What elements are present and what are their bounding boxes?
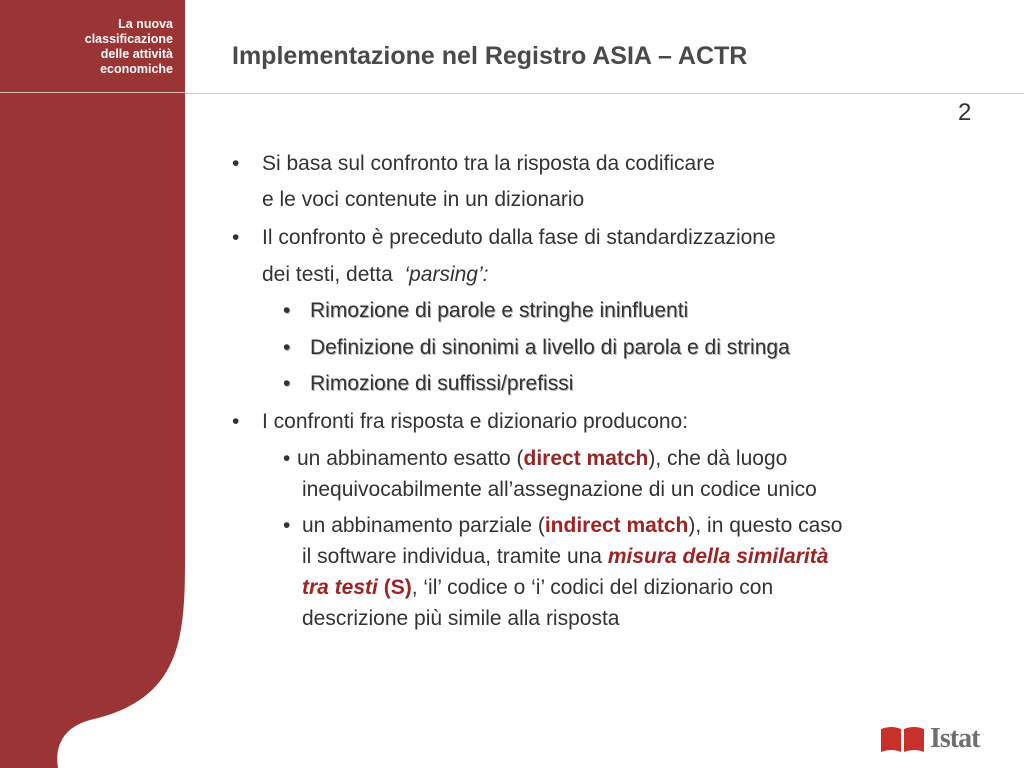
indirect-match-line-3-text: , ‘il’ codice o ‘i’ codici del dizionario con [411, 576, 774, 599]
slide-number: 2 [958, 99, 972, 126]
sub-item-1: Rimozione di parole e stringhe ininfluenti [310, 299, 689, 322]
similarity-measure-term: misura della similarità [607, 545, 829, 568]
direct-match-line-2: inequivocabilmente all’assegnazione di un codice unico [302, 478, 817, 501]
indirect-match-pre: un abbinamento parziale ( [302, 514, 545, 537]
sidebar-title-line: economiche [100, 62, 173, 76]
bullet-2-line-1: Il confronto è preceduto dalla fase di standardizzazione [262, 226, 776, 249]
bullet-1-line-1: Si basa sul confronto tra la risposta da codificare [262, 152, 715, 175]
indirect-match-line-1 [302, 514, 842, 538]
direct-match-pre: un abbinamento esatto ( [297, 447, 524, 470]
sub-bullet-glyph: • [283, 372, 291, 395]
bullet-3-line-1: I confronti fra risposta e dizionario producono: [262, 410, 689, 433]
bullet-2-line-2-text: dei testi, detta [262, 263, 393, 286]
indirect-match-term: indirect match [544, 514, 689, 537]
sub-bullet-glyph: • [283, 514, 291, 537]
indirect-match-line-4: descrizione più simile alla risposta [302, 607, 620, 630]
indirect-match-line-3 [302, 576, 773, 600]
sidebar-title-line: delle attività [100, 47, 173, 61]
sub-bullet-glyph: • [283, 336, 291, 359]
bullet-glyph: • [232, 410, 240, 433]
sub-bullet-glyph: • [283, 447, 291, 470]
sub-item-2: Definizione di sinonimi a livello di parola e di stringa [310, 336, 790, 359]
text-similarity-term: tra testi [302, 576, 378, 599]
parsing-term: ‘parsing’: [404, 263, 489, 286]
indirect-match-line-2 [302, 545, 828, 569]
indirect-match-post: ), in questo caso [688, 514, 843, 537]
bullet-2-line-2 [262, 263, 488, 287]
bullet-glyph: • [232, 152, 240, 175]
direct-match-post: ), che dà luogo [648, 447, 788, 470]
bullet-glyph: • [232, 226, 240, 249]
slide-title: Implementazione nel Registro ASIA – ACTR [232, 42, 748, 70]
direct-match-line-1 [297, 447, 787, 471]
sidebar-title-line: La nuova [118, 17, 173, 31]
bullet-1-line-2: e le voci contenute in un dizionario [262, 188, 585, 211]
istat-logo-icon [880, 725, 926, 753]
sub-item-3: Rimozione di suffissi/prefissi [310, 372, 574, 395]
istat-logo [880, 722, 980, 756]
direct-match-term: direct match [523, 447, 649, 470]
indirect-match-line-2-text: il software individua, tramite una [302, 545, 608, 568]
similarity-symbol: (S) [383, 576, 412, 599]
istat-logo-text: Istat [930, 723, 980, 754]
sub-bullet-glyph: • [283, 299, 291, 322]
sidebar-title-line: classificazione [84, 32, 173, 46]
